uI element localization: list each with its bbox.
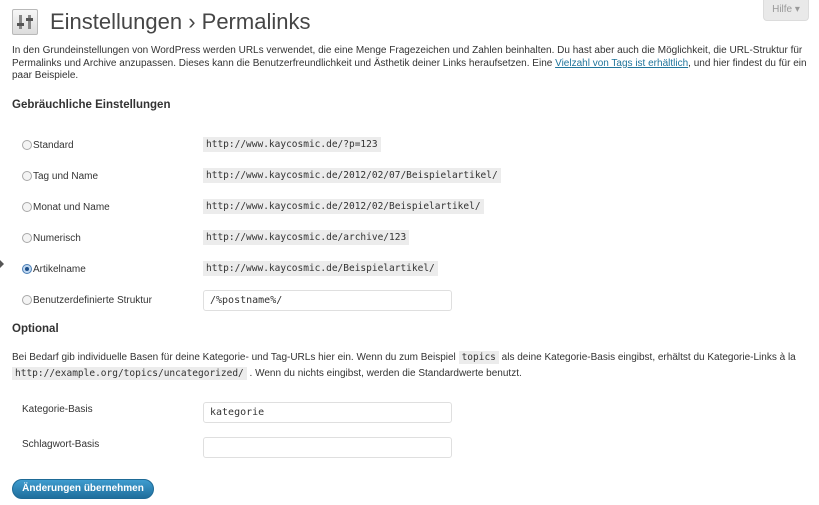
option-monat-und-name[interactable]: Monat und Name: [22, 199, 110, 215]
category-base-label: Kategorie-Basis: [22, 404, 93, 415]
page-header: [12, 8, 310, 36]
radio-artikelname[interactable]: [22, 264, 32, 274]
radio-standard[interactable]: [22, 140, 32, 150]
help-tab[interactable]: Hilfe ▾: [763, 0, 809, 21]
radio-tag-und-name[interactable]: [22, 171, 32, 181]
radio-monat-und-name[interactable]: [22, 202, 32, 212]
example-url: http://www.kaycosmic.de/Beispielartikel/: [203, 261, 438, 276]
radio-custom-structure[interactable]: [22, 295, 32, 305]
option-custom-structure[interactable]: Benutzerdefinierte Struktur: [22, 292, 152, 308]
category-base-input[interactable]: kategorie: [203, 402, 452, 423]
example-url: http://www.kaycosmic.de/?p=123: [203, 137, 381, 152]
pointer-cursor-icon: [0, 260, 4, 268]
intro-text: In den Grundeinstellungen von WordPress werden URLs verwendet, die eine Menge Fragezeichen und Zahlen beinhalten. Du hast aber auch die Möglichkeit, die URL-Struktur für Permalinks und Archive anzupassen. Dieses kann die Benutzerfreundlichkeit und Ästhetik deiner Links heraufsetzen. Eine Vielzahl von Tags ist erhältlich, und hier findest du für ein paar Beispiele.: [12, 45, 807, 81]
tag-base-input[interactable]: [203, 437, 452, 458]
option-numerisch[interactable]: Numerisch: [22, 230, 81, 246]
page-title: Einstellungen › Permalinks: [50, 9, 311, 34]
option-tag-und-name[interactable]: Tag und Name: [22, 168, 98, 184]
optional-description: Bei Bedarf gib individuelle Basen für deine Kategorie- und Tag-URLs hier ein. Wenn du zum Beispiel topics als deine Kategorie-Basis eingibst, erhältst du Kategorie-Links à la http://example.org/topics/uncategorized/ . Wenn du nichts eingibst, werden die Standardwerte benutzt.: [12, 352, 796, 379]
settings-sliders-icon: [12, 9, 38, 35]
example-url: http://www.kaycosmic.de/2012/02/07/Beispielartikel/: [203, 168, 501, 183]
tag-base-label: Schlagwort-Basis: [22, 439, 100, 450]
common-settings-heading: Gebräuchliche Einstellungen: [12, 99, 171, 111]
option-standard[interactable]: Standard: [22, 137, 74, 153]
custom-structure-input[interactable]: /%postname%/: [203, 290, 452, 311]
example-url: http://www.kaycosmic.de/2012/02/Beispielartikel/: [203, 199, 484, 214]
option-artikelname[interactable]: Artikelname: [22, 261, 86, 277]
radio-numerisch[interactable]: [22, 233, 32, 243]
example-url: http://www.kaycosmic.de/archive/123: [203, 230, 409, 245]
optional-heading: Optional: [12, 323, 59, 335]
save-changes-button[interactable]: Änderungen übernehmen: [12, 479, 154, 499]
tags-link[interactable]: Vielzahl von Tags ist erhältlich: [555, 57, 689, 69]
